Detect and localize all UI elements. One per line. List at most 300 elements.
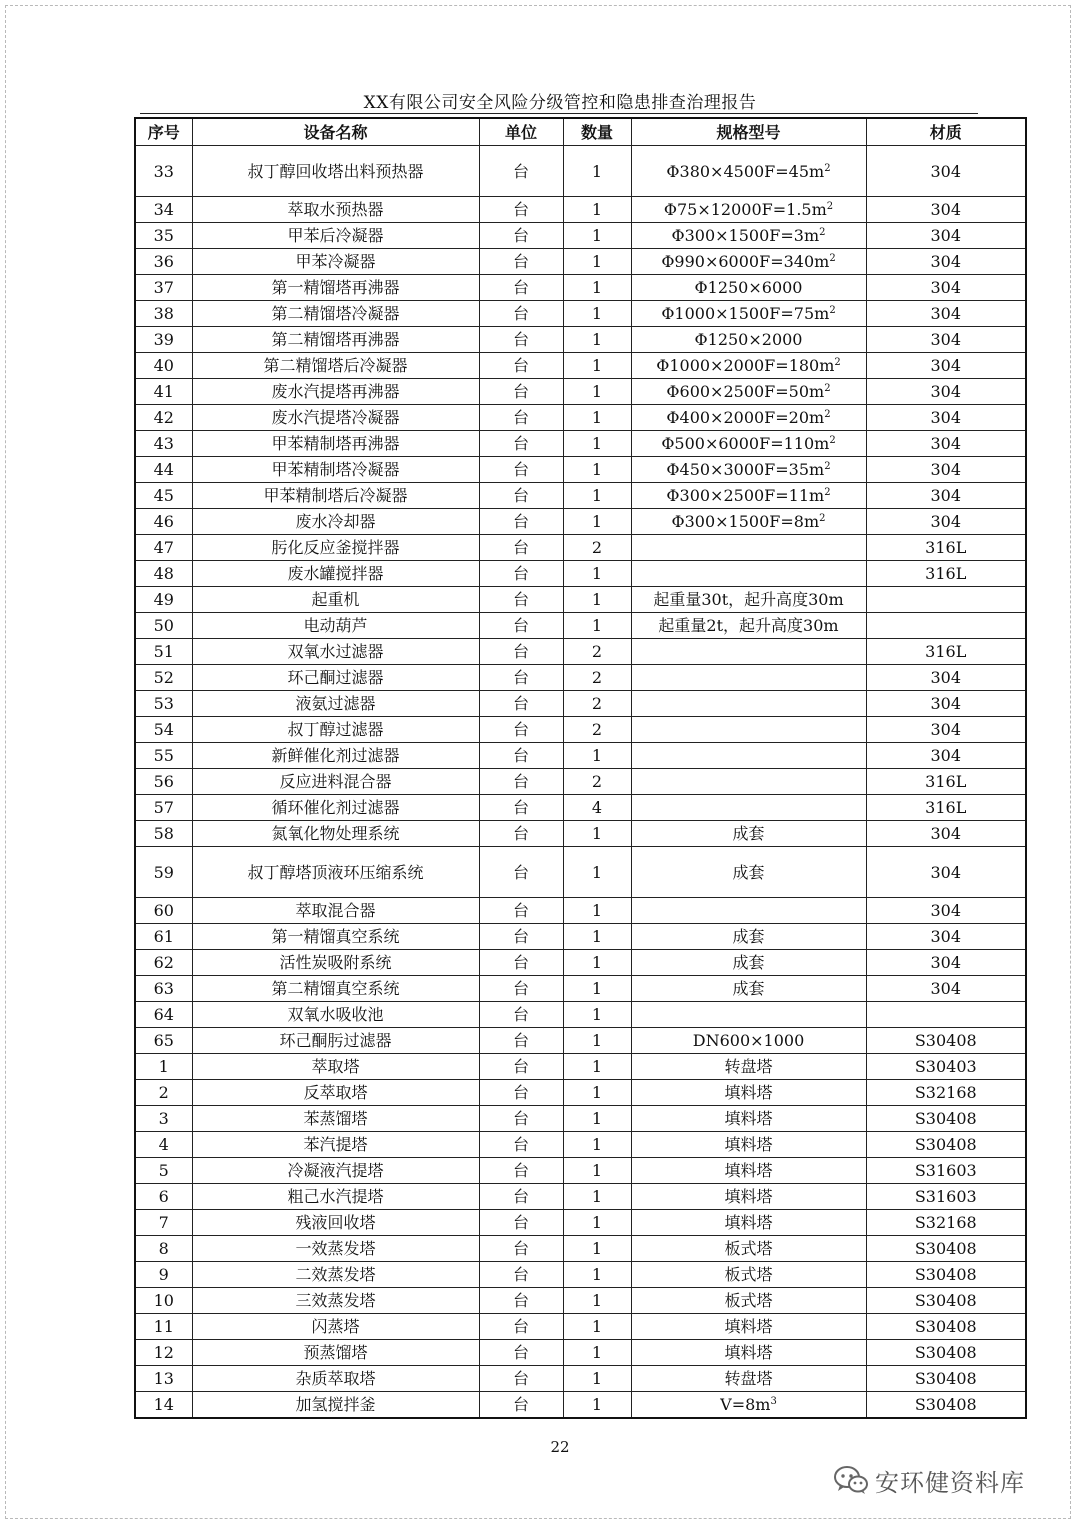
unit-cell: 台 [479, 821, 563, 847]
page-number: 22 [550, 1438, 570, 1456]
spec-text: 成套 [732, 953, 765, 972]
equipment-name-cell: 甲苯精制塔后冷凝器 [192, 483, 479, 509]
equipment-name-cell: 反萃取塔 [192, 1080, 479, 1106]
spec-cell [631, 1054, 866, 1080]
row-index-cell: 65 [135, 1028, 192, 1054]
material-cell: 316L [866, 639, 1026, 665]
material-cell: S30408 [866, 1366, 1026, 1392]
material-cell: S30408 [866, 1392, 1026, 1419]
spec-text: Φ400×2000F=20m [666, 408, 825, 427]
unit-cell: 台 [479, 1314, 563, 1340]
quantity-cell: 1 [563, 301, 631, 327]
material-cell [866, 1002, 1026, 1028]
page-header-title: XX有限公司安全风险分级管控和隐患排查治理报告 [363, 93, 757, 113]
spec-cell [631, 821, 866, 847]
table-row [135, 223, 1026, 249]
table-row [135, 743, 1026, 769]
equipment-name-cell: 双氧水过滤器 [192, 639, 479, 665]
unit-cell: 台 [479, 1210, 563, 1236]
material-cell: 304 [866, 691, 1026, 717]
table-row [135, 561, 1026, 587]
equipment-name-cell: 杂质萃取塔 [192, 1366, 479, 1392]
material-cell: S30408 [866, 1314, 1026, 1340]
spec-cell [631, 1132, 866, 1158]
quantity-cell: 1 [563, 457, 631, 483]
quantity-cell: 4 [563, 795, 631, 821]
table-row [135, 1392, 1026, 1419]
equipment-name-cell: 第一精馏真空系统 [192, 924, 479, 950]
table-row [135, 613, 1026, 639]
material-cell: S30408 [866, 1288, 1026, 1314]
equipment-name-cell: 废水汽提塔冷凝器 [192, 405, 479, 431]
spec-cell [631, 1340, 866, 1366]
wechat-icon [833, 1465, 869, 1495]
column-header-spec: 规格型号 [631, 118, 866, 146]
material-cell: 316L [866, 535, 1026, 561]
quantity-cell: 1 [563, 405, 631, 431]
equipment-name-cell: 废水冷却器 [192, 509, 479, 535]
quantity-cell: 1 [563, 431, 631, 457]
unit-cell: 台 [479, 1080, 563, 1106]
spec-text: Φ990×6000F=340m [661, 252, 830, 271]
table-row [135, 1002, 1026, 1028]
table-row [135, 924, 1026, 950]
spec-text: Φ1000×1500F=75m [661, 304, 830, 323]
table-row [135, 1158, 1026, 1184]
row-index-cell: 63 [135, 976, 192, 1002]
material-cell: S30408 [866, 1132, 1026, 1158]
table-row [135, 431, 1026, 457]
material-cell: 304 [866, 405, 1026, 431]
row-index-cell: 58 [135, 821, 192, 847]
material-cell: 304 [866, 509, 1026, 535]
unit-cell: 台 [479, 639, 563, 665]
row-index-cell: 55 [135, 743, 192, 769]
table-row [135, 457, 1026, 483]
table-row [135, 717, 1026, 743]
table-row [135, 1262, 1026, 1288]
table-row [135, 898, 1026, 924]
spec-text: Φ380×4500F=45m [666, 161, 825, 181]
material-cell: S30408 [866, 1236, 1026, 1262]
spec-unit-exponent: 2 [819, 513, 826, 524]
table-row [135, 379, 1026, 405]
quantity-cell: 1 [563, 353, 631, 379]
table-row [135, 1366, 1026, 1392]
spec-text: 填料塔 [724, 1343, 773, 1362]
equipment-name-cell: 第二精馏塔冷凝器 [192, 301, 479, 327]
spec-text: 板式塔 [724, 1239, 773, 1258]
spec-unit-exponent: 2 [834, 357, 841, 368]
table-row [135, 847, 1026, 898]
material-cell: 304 [866, 483, 1026, 509]
spec-cell [631, 1392, 866, 1419]
equipment-name-cell: 新鲜催化剂过滤器 [192, 743, 479, 769]
quantity-cell: 1 [563, 223, 631, 249]
unit-cell: 台 [479, 405, 563, 431]
spec-text: V=8m [720, 1395, 771, 1414]
table-row [135, 821, 1026, 847]
equipment-name-cell: 循环催化剂过滤器 [192, 795, 479, 821]
spec-cell [631, 561, 866, 587]
row-index-cell: 48 [135, 561, 192, 587]
material-cell [866, 613, 1026, 639]
quantity-cell: 1 [563, 587, 631, 613]
equipment-name-cell: 加氢搅拌釜 [192, 1392, 479, 1419]
unit-cell: 台 [479, 717, 563, 743]
row-index-cell: 53 [135, 691, 192, 717]
unit-cell: 台 [479, 431, 563, 457]
table-row [135, 1028, 1026, 1054]
unit-cell: 台 [479, 1366, 563, 1392]
quantity-cell: 1 [563, 1262, 631, 1288]
material-cell: S30408 [866, 1340, 1026, 1366]
unit-cell: 台 [479, 197, 563, 223]
spec-text: 转盘塔 [724, 1369, 773, 1388]
unit-cell: 台 [479, 483, 563, 509]
equipment-name-cell: 甲苯精制塔冷凝器 [192, 457, 479, 483]
spec-text: Φ1250×2000 [694, 330, 803, 349]
spec-text: 起重量30t，起升高度30m [653, 590, 844, 609]
material-cell: 304 [866, 197, 1026, 223]
spec-cell [631, 717, 866, 743]
table-row [135, 509, 1026, 535]
row-index-cell: 10 [135, 1288, 192, 1314]
quantity-cell: 1 [563, 976, 631, 1002]
spec-text: 填料塔 [724, 1317, 773, 1336]
spec-cell [631, 769, 866, 795]
quantity-cell: 1 [563, 898, 631, 924]
unit-cell: 台 [479, 275, 563, 301]
spec-cell [631, 1080, 866, 1106]
equipment-name-cell: 电动葫芦 [192, 613, 479, 639]
equipment-name-cell: 叔丁醇回收塔出料预热器 [192, 146, 479, 197]
column-header-index: 序号 [135, 118, 192, 146]
material-cell: 304 [866, 898, 1026, 924]
spec-cell [631, 431, 866, 457]
table-header-row [135, 118, 1026, 146]
equipment-name-cell: 叔丁醇塔顶液环压缩系统 [192, 847, 479, 898]
equipment-name-cell: 反应进料混合器 [192, 769, 479, 795]
equipment-name-cell: 甲苯冷凝器 [192, 249, 479, 275]
row-index-cell: 5 [135, 1158, 192, 1184]
equipment-name-cell: 萃取塔 [192, 1054, 479, 1080]
unit-cell: 台 [479, 847, 563, 898]
spec-cell [631, 924, 866, 950]
spec-unit-exponent: 2 [824, 383, 831, 394]
spec-cell [631, 795, 866, 821]
equipment-name-cell: 第二精馏真空系统 [192, 976, 479, 1002]
equipment-name-cell: 肟化反应釜搅拌器 [192, 535, 479, 561]
quantity-cell: 2 [563, 769, 631, 795]
spec-cell [631, 379, 866, 405]
material-cell: 304 [866, 847, 1026, 898]
table-row [135, 275, 1026, 301]
row-index-cell: 9 [135, 1262, 192, 1288]
unit-cell: 台 [479, 665, 563, 691]
quantity-cell: 1 [563, 1236, 631, 1262]
equipment-name-cell: 一效蒸发塔 [192, 1236, 479, 1262]
material-cell: 304 [866, 379, 1026, 405]
table-row [135, 249, 1026, 275]
spec-cell [631, 950, 866, 976]
equipment-table [134, 117, 1027, 1419]
unit-cell: 台 [479, 743, 563, 769]
quantity-cell: 1 [563, 1210, 631, 1236]
spec-unit-exponent: 2 [819, 227, 826, 238]
quantity-cell: 1 [563, 1314, 631, 1340]
quantity-cell: 1 [563, 249, 631, 275]
table-row [135, 197, 1026, 223]
spec-cell [631, 483, 866, 509]
row-index-cell: 51 [135, 639, 192, 665]
table-row [135, 146, 1026, 197]
unit-cell: 台 [479, 327, 563, 353]
material-cell: 304 [866, 821, 1026, 847]
watermark [833, 1460, 1025, 1500]
table-row [135, 1210, 1026, 1236]
table-row [135, 1106, 1026, 1132]
quantity-cell: 1 [563, 275, 631, 301]
table-row [135, 483, 1026, 509]
spec-cell [631, 691, 866, 717]
unit-cell: 台 [479, 457, 563, 483]
table-row [135, 1080, 1026, 1106]
spec-cell [631, 1210, 866, 1236]
equipment-name-cell: 双氧水吸收池 [192, 1002, 479, 1028]
table-row [135, 1288, 1026, 1314]
spec-cell [631, 197, 866, 223]
watermark-label: 安环健资料库 [875, 1468, 1025, 1497]
equipment-name-cell: 环己酮过滤器 [192, 665, 479, 691]
equipment-name-cell: 苯汽提塔 [192, 1132, 479, 1158]
quantity-cell: 1 [563, 1132, 631, 1158]
material-cell: 304 [866, 665, 1026, 691]
spec-cell [631, 1288, 866, 1314]
equipment-name-cell: 起重机 [192, 587, 479, 613]
unit-cell: 台 [479, 1158, 563, 1184]
unit-cell: 台 [479, 769, 563, 795]
table-row [135, 353, 1026, 379]
equipment-name-cell: 第二精馏塔再沸器 [192, 327, 479, 353]
spec-text: 填料塔 [724, 1109, 773, 1128]
row-index-cell: 43 [135, 431, 192, 457]
material-cell: S30408 [866, 1262, 1026, 1288]
unit-cell: 台 [479, 509, 563, 535]
spec-cell [631, 275, 866, 301]
quantity-cell: 2 [563, 535, 631, 561]
unit-cell: 台 [479, 1262, 563, 1288]
material-cell: 316L [866, 561, 1026, 587]
row-index-cell: 60 [135, 898, 192, 924]
spec-cell [631, 1106, 866, 1132]
spec-cell [631, 587, 866, 613]
quantity-cell: 1 [563, 146, 631, 197]
equipment-name-cell: 三效蒸发塔 [192, 1288, 479, 1314]
row-index-cell: 3 [135, 1106, 192, 1132]
quantity-cell: 1 [563, 1106, 631, 1132]
spec-text: Φ1000×2000F=180m [656, 356, 835, 375]
spec-cell [631, 223, 866, 249]
equipment-name-cell: 闪蒸塔 [192, 1314, 479, 1340]
unit-cell: 台 [479, 1288, 563, 1314]
spec-text: 起重量2t，起升高度30m [658, 616, 839, 635]
table-row [135, 691, 1026, 717]
spec-unit-exponent: 2 [824, 461, 831, 472]
spec-text: 填料塔 [724, 1135, 773, 1154]
spec-text: 成套 [732, 927, 765, 946]
spec-cell [631, 639, 866, 665]
equipment-name-cell: 苯蒸馏塔 [192, 1106, 479, 1132]
material-cell: 304 [866, 457, 1026, 483]
equipment-name-cell: 叔丁醇过滤器 [192, 717, 479, 743]
table-row [135, 405, 1026, 431]
column-header-unit: 单位 [479, 118, 563, 146]
unit-cell: 台 [479, 1132, 563, 1158]
material-cell: S30408 [866, 1028, 1026, 1054]
row-index-cell: 6 [135, 1184, 192, 1210]
spec-text: Φ300×1500F=3m [671, 226, 820, 245]
row-index-cell: 59 [135, 847, 192, 898]
material-cell: S31603 [866, 1158, 1026, 1184]
table-row [135, 1314, 1026, 1340]
material-cell: S32168 [866, 1080, 1026, 1106]
header-rule [140, 113, 978, 114]
unit-cell: 台 [479, 1392, 563, 1419]
equipment-name-cell: 残液回收塔 [192, 1210, 479, 1236]
spec-cell [631, 898, 866, 924]
material-cell: 304 [866, 976, 1026, 1002]
spec-unit-exponent: 2 [824, 409, 831, 420]
row-index-cell: 46 [135, 509, 192, 535]
equipment-name-cell: 二效蒸发塔 [192, 1262, 479, 1288]
spec-cell [631, 146, 866, 197]
material-cell: 304 [866, 431, 1026, 457]
material-cell: 304 [866, 146, 1026, 197]
row-index-cell: 1 [135, 1054, 192, 1080]
unit-cell: 台 [479, 1184, 563, 1210]
quantity-cell: 1 [563, 1366, 631, 1392]
quantity-cell: 1 [563, 613, 631, 639]
spec-text: Φ500×6000F=110m [661, 434, 830, 453]
unit-cell: 台 [479, 613, 563, 639]
unit-cell: 台 [479, 1054, 563, 1080]
material-cell: 304 [866, 301, 1026, 327]
table-row [135, 950, 1026, 976]
spec-text: 成套 [732, 979, 765, 998]
table-row [135, 769, 1026, 795]
table-row [135, 327, 1026, 353]
spec-text: 填料塔 [724, 1083, 773, 1102]
material-cell: 316L [866, 795, 1026, 821]
material-cell: 304 [866, 223, 1026, 249]
row-index-cell: 12 [135, 1340, 192, 1366]
unit-cell: 台 [479, 1028, 563, 1054]
row-index-cell: 38 [135, 301, 192, 327]
spec-cell [631, 1184, 866, 1210]
unit-cell: 台 [479, 950, 563, 976]
material-cell: 304 [866, 275, 1026, 301]
spec-unit-exponent: 2 [824, 487, 831, 498]
spec-cell [631, 743, 866, 769]
row-index-cell: 7 [135, 1210, 192, 1236]
equipment-name-cell: 粗己水汽提塔 [192, 1184, 479, 1210]
table-row [135, 1054, 1026, 1080]
spec-text: 板式塔 [724, 1265, 773, 1284]
table-row [135, 301, 1026, 327]
unit-cell: 台 [479, 249, 563, 275]
quantity-cell: 1 [563, 847, 631, 898]
spec-text: Φ1250×6000 [694, 278, 803, 297]
unit-cell: 台 [479, 535, 563, 561]
spec-text: Φ300×2500F=11m [666, 486, 825, 505]
row-index-cell: 54 [135, 717, 192, 743]
table-row [135, 639, 1026, 665]
row-index-cell: 35 [135, 223, 192, 249]
row-index-cell: 49 [135, 587, 192, 613]
unit-cell: 台 [479, 976, 563, 1002]
row-index-cell: 4 [135, 1132, 192, 1158]
equipment-name-cell: 甲苯精制塔再沸器 [192, 431, 479, 457]
row-index-cell: 57 [135, 795, 192, 821]
spec-cell [631, 353, 866, 379]
quantity-cell: 1 [563, 509, 631, 535]
quantity-cell: 2 [563, 717, 631, 743]
table-body [135, 146, 1026, 1419]
equipment-name-cell: 甲苯后冷凝器 [192, 223, 479, 249]
row-index-cell: 14 [135, 1392, 192, 1419]
column-header-quantity: 数量 [563, 118, 631, 146]
quantity-cell: 1 [563, 483, 631, 509]
row-index-cell: 62 [135, 950, 192, 976]
row-index-cell: 64 [135, 1002, 192, 1028]
spec-unit-exponent: 2 [829, 253, 836, 264]
quantity-cell: 2 [563, 691, 631, 717]
table-row [135, 665, 1026, 691]
quantity-cell: 1 [563, 1184, 631, 1210]
equipment-name-cell: 环己酮肟过滤器 [192, 1028, 479, 1054]
row-index-cell: 61 [135, 924, 192, 950]
column-header-name: 设备名称 [192, 118, 479, 146]
quantity-cell: 2 [563, 639, 631, 665]
material-cell: 316L [866, 769, 1026, 795]
spec-cell [631, 1002, 866, 1028]
row-index-cell: 41 [135, 379, 192, 405]
quantity-cell: 2 [563, 665, 631, 691]
equipment-name-cell: 活性炭吸附系统 [192, 950, 479, 976]
equipment-name-cell: 冷凝液汽提塔 [192, 1158, 479, 1184]
row-index-cell: 8 [135, 1236, 192, 1262]
material-cell: S30403 [866, 1054, 1026, 1080]
material-cell: 304 [866, 743, 1026, 769]
table-row [135, 1236, 1026, 1262]
quantity-cell: 1 [563, 327, 631, 353]
material-cell: 304 [866, 353, 1026, 379]
row-index-cell: 33 [135, 146, 192, 197]
column-header-material: 材质 [866, 118, 1026, 146]
equipment-name-cell: 萃取混合器 [192, 898, 479, 924]
spec-cell [631, 847, 866, 898]
table-row [135, 1340, 1026, 1366]
spec-cell [631, 1028, 866, 1054]
equipment-name-cell: 液氨过滤器 [192, 691, 479, 717]
equipment-name-cell: 预蒸馏塔 [192, 1340, 479, 1366]
unit-cell: 台 [479, 691, 563, 717]
spec-text: Φ450×3000F=35m [666, 460, 825, 479]
quantity-cell: 1 [563, 1028, 631, 1054]
spec-cell [631, 301, 866, 327]
unit-cell: 台 [479, 1236, 563, 1262]
